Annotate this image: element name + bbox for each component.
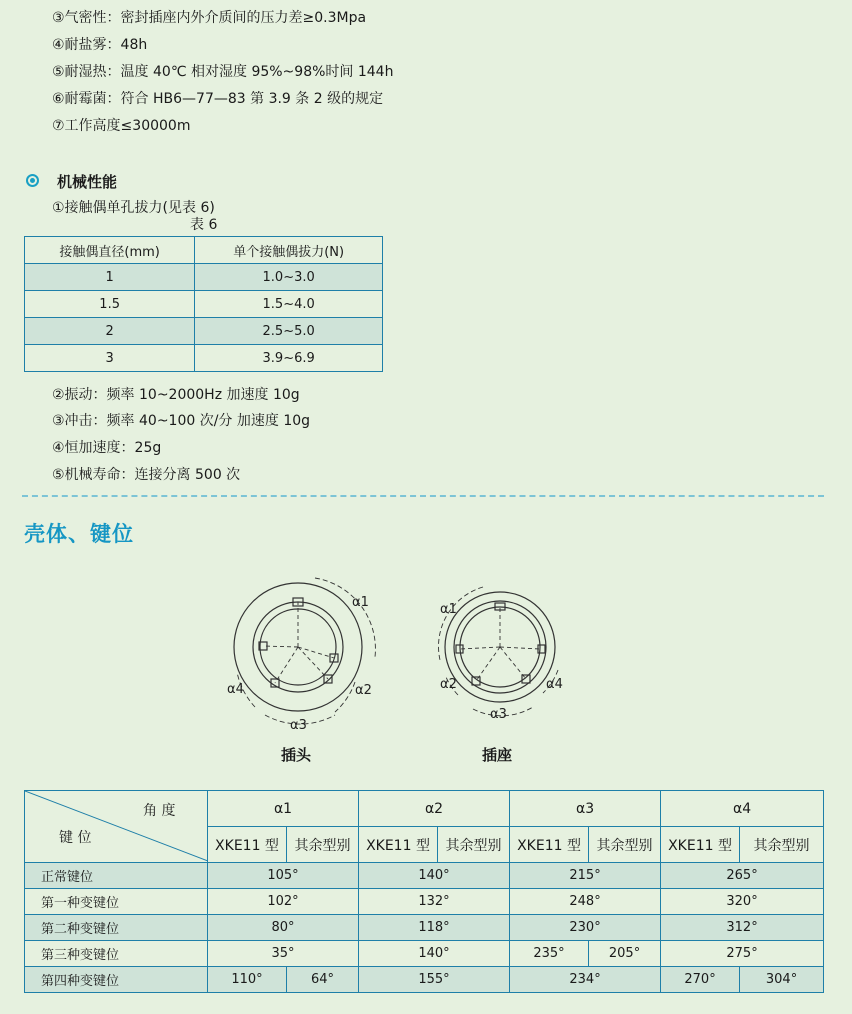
cell-alpha3-xke11: 235°	[510, 941, 589, 967]
table6-cell: 1	[25, 264, 195, 291]
table6-cell: 1.5~4.0	[195, 291, 383, 318]
cell-alpha3: 234°	[510, 967, 661, 993]
plug-alpha4-label: α4	[227, 682, 244, 697]
cell-alpha1-xke11: 110°	[208, 967, 287, 993]
header-alpha4: α4	[661, 791, 824, 827]
section-divider	[22, 495, 824, 497]
env-item-mold: ⑥耐霉菌：符合 HB6—77—83 第 3.9 条 2 级的规定	[52, 91, 384, 107]
plug-alpha3-label: α3	[290, 718, 307, 732]
row-label: 第二种变键位	[25, 915, 208, 941]
corner-label-angle: 角 度	[143, 803, 176, 819]
plug-caption: 插头	[281, 746, 312, 764]
table6-cell: 1.5	[25, 291, 195, 318]
header-alpha2: α2	[359, 791, 510, 827]
header-alpha1: α1	[208, 791, 359, 827]
cell-alpha4-other: 304°	[740, 967, 824, 993]
plug-alpha2-label: α2	[355, 683, 372, 698]
cell-alpha1: 80°	[208, 915, 359, 941]
table6-header-force: 单个接触偶拔力(N)	[195, 237, 383, 264]
row-label: 第四种变键位	[25, 967, 208, 993]
plug-diagram	[225, 572, 385, 732]
table6-cell: 2	[25, 318, 195, 345]
cell-alpha2: 118°	[359, 915, 510, 941]
table-row	[25, 941, 824, 967]
cell-alpha1: 105°	[208, 863, 359, 889]
cell-alpha2: 140°	[359, 863, 510, 889]
row-label: 第三种变键位	[25, 941, 208, 967]
cell-alpha4: 265°	[661, 863, 824, 889]
env-item-salt-spray: ④耐盐雾：48h	[52, 37, 148, 53]
cell-alpha3: 248°	[510, 889, 661, 915]
cell-alpha1-other: 64°	[287, 967, 359, 993]
mech-item-pull-force: ①接触偶单孔拔力(见表 6)	[52, 200, 215, 216]
cell-alpha2: 155°	[359, 967, 510, 993]
mech-item-acceleration: ④恒加速度：25g	[52, 440, 162, 456]
mech-item-vibration: ②振动：频率 10~2000Hz 加速度 10g	[52, 387, 300, 403]
mech-item-shock: ③冲击：频率 40~100 次/分 加速度 10g	[52, 413, 311, 429]
table6-cell: 2.5~5.0	[195, 318, 383, 345]
cell-alpha2: 140°	[359, 941, 510, 967]
socket-alpha3-label: α3	[490, 707, 507, 722]
subheader-other: 其余型别	[589, 827, 661, 863]
table6-cell: 3	[25, 345, 195, 372]
table-row	[25, 291, 383, 318]
header-alpha3: α3	[510, 791, 661, 827]
cell-alpha4-xke11: 270°	[661, 967, 740, 993]
socket-diagram	[428, 585, 578, 725]
subheader-xke11: XKE11 型	[661, 827, 740, 863]
subheader-xke11: XKE11 型	[208, 827, 287, 863]
table-row	[25, 318, 383, 345]
corner-label-key: 键 位	[59, 830, 92, 846]
subheader-other: 其余型别	[438, 827, 510, 863]
subheader-other: 其余型别	[287, 827, 359, 863]
socket-alpha4-label: α4	[546, 677, 563, 692]
socket-caption: 插座	[482, 746, 513, 764]
table6-caption: 表 6	[190, 217, 218, 233]
env-item-airtightness: ③气密性：密封插座内外介质间的压力差≥0.3Mpa	[52, 10, 367, 26]
table-row	[25, 915, 824, 941]
cell-alpha4: 312°	[661, 915, 824, 941]
table6-cell: 1.0~3.0	[195, 264, 383, 291]
socket-alpha2-label: α2	[440, 677, 457, 692]
section-title-mechanical: 机械性能	[57, 173, 118, 191]
cell-alpha3: 215°	[510, 863, 661, 889]
table-row	[25, 863, 824, 889]
cell-alpha1: 35°	[208, 941, 359, 967]
mech-item-lifetime: ⑤机械寿命：连接分离 500 次	[52, 467, 241, 483]
cell-alpha1: 102°	[208, 889, 359, 915]
table-6	[24, 236, 383, 372]
row-label: 第一种变键位	[25, 889, 208, 915]
cell-alpha2: 132°	[359, 889, 510, 915]
subheader-xke11: XKE11 型	[359, 827, 438, 863]
cell-alpha3: 230°	[510, 915, 661, 941]
section-bullet-icon	[26, 174, 39, 187]
env-item-damp-heat: ⑤耐湿热：温度 40℃ 相对湿度 95%~98%时间 144h	[52, 64, 394, 80]
table-row	[25, 345, 383, 372]
socket-alpha1-label: α1	[440, 602, 457, 617]
cell-alpha3-other: 205°	[589, 941, 661, 967]
env-item-altitude: ⑦工作高度≤30000m	[52, 118, 191, 134]
key-position-table	[24, 790, 824, 993]
subheader-xke11: XKE11 型	[510, 827, 589, 863]
cell-alpha4: 275°	[661, 941, 824, 967]
table-row	[25, 264, 383, 291]
subheader-other: 其余型别	[740, 827, 824, 863]
table6-cell: 3.9~6.9	[195, 345, 383, 372]
row-label: 正常键位	[25, 863, 208, 889]
shell-heading: 壳体、键位	[24, 522, 134, 546]
table6-header-diameter: 接触偶直径(mm)	[25, 237, 195, 264]
table-corner-cell	[25, 791, 208, 863]
table-row	[25, 889, 824, 915]
table-row	[25, 967, 824, 993]
plug-alpha1-label: α1	[352, 595, 369, 610]
corner-diagonal	[25, 791, 208, 861]
cell-alpha4: 320°	[661, 889, 824, 915]
